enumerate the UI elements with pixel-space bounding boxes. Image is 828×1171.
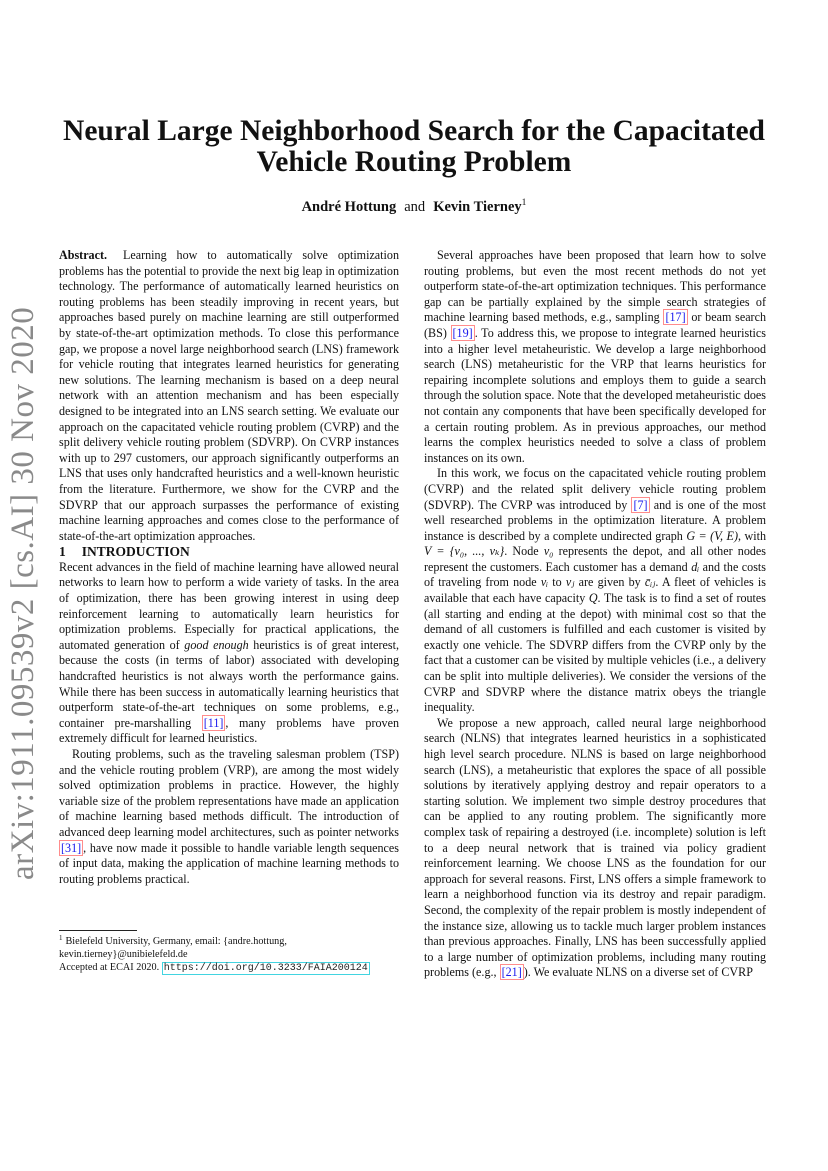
- body-text: , have now made it possible to handle variable length sequences of input data, making the application of machine learning methods to routing problems practical.: [59, 840, 399, 886]
- footnote-text: Bielefeld University, Germany, email: {andre.hottung, kevin.tierney}@unibielefeld.de: [59, 936, 287, 960]
- right-paragraph-1: [424, 248, 766, 466]
- citation-link[interactable]: [21]: [501, 965, 522, 980]
- section-title: INTRODUCTION: [81, 544, 190, 560]
- body-text: and the costs of traveling from node: [424, 559, 766, 590]
- body-text: heuristics is of great interest, because the costs (in terms of labor) associated with developing handcrafted heuristics is not always worth the performance gains. While there has been success in automatically learning heuristics that outperform state-of-the-art techniques on some problems, e.g., container pre-marshalling: [59, 637, 399, 730]
- right-paragraph-2: [424, 466, 766, 716]
- right-column: [424, 248, 766, 981]
- math-inline: vⱼ: [565, 575, 575, 590]
- right-paragraph-3: [424, 716, 766, 981]
- author-conjunction: and: [404, 199, 426, 215]
- citation-link[interactable]: [31]: [61, 840, 82, 855]
- arxiv-identifier-stamp: arXiv:1911.09539v2 [cs.AI] 30 Nov 2020: [5, 306, 41, 880]
- abstract-text: Learning how to automatically solve optimization problems has the potential to provide the next big leap in optimization technology. The performance of automatically learned heuristics on routing problems has been steadily improving in recent years, but approaches based purely on machine learning are still outperformed by state-of-the-art optimization methods. To close this performance gap, we propose a novel large neighborhood search (LNS) framework for vehicle routing that integrates learned heuristics for generating new solutions. The learning mechanism is based on a deep neural network with an attention mechanism and has been especially designed to be integrated into an LNS search setting. We evaluate our approach on the capacitated vehicle routing problem (CVRP) and the split delivery vehicle routing problem (SDVRP). On CVRP instances with up to 297 customers, our approach significantly outperforms an LNS that uses only handcrafted heuristics and a well-known heuristic from the literature. Furthermore, we show for the CVRP and the SDVRP that our approach surpasses the performance of existing machine learning approaches and comes close to the performance of state-of-the-art optimization approaches.: [59, 248, 399, 543]
- body-text: . The task is to find a set of routes (all starting and ending at the depot) with minimal cost so that the demand of all customers is fulfilled and each customer is visited by exactly one vehicle. The SDVRP differs from the CVRP only by the fact that a customer can be visited by multiple vehicles (i.e., a delivery can be split into multiple deliveries). We consider the versions of the CVRP and SDVRP where the distance matrix obeys the triangle inequality.: [424, 591, 766, 715]
- math-inline: dᵢ: [691, 559, 700, 574]
- body-text: are given by: [574, 575, 645, 590]
- doi-link[interactable]: https://doi.org/10.3233/FAIA200124: [163, 963, 368, 974]
- body-text: and is one of the most well researched problems in the optimization literature. A problem instance is described by a complete undirected graph: [424, 497, 766, 543]
- body-text: represents the depot, and all other nodes represent the customers. Each customer has a demand: [424, 544, 766, 574]
- body-text: , with: [737, 528, 766, 543]
- math-inline: G = (V, E): [686, 528, 738, 543]
- paper-title: [40, 116, 788, 178]
- left-column: [59, 248, 399, 887]
- section-heading-introduction: [59, 544, 399, 560]
- citation-link[interactable]: [19]: [452, 325, 473, 340]
- body-text: to: [548, 575, 566, 590]
- citation-link[interactable]: [7]: [633, 497, 648, 512]
- footnote-mark: 1: [59, 933, 63, 942]
- body-text: In this work, we focus on the capacitated vehicle routing problem (CVRP) and the related split delivery vehicle routing problem (SDVRP). The CVRP was introduced by: [424, 466, 766, 512]
- author-line: [40, 199, 788, 216]
- intro-paragraph-2: [59, 747, 399, 887]
- intro-paragraph-1: [59, 560, 399, 747]
- body-text: Routing problems, such as the traveling salesman problem (TSP) and the vehicle routing problem (VRP), are among the most widely solved optimization problems in practice. However, the highly variable size of the problem representations have made an application of machine learning based methods difficult. The introduction of advanced deep learning model architectures, such as pointer networks: [59, 747, 399, 839]
- affiliation-mark: 1: [521, 198, 527, 209]
- body-text: , many problems have proven extremely difficult for learned heuristics.: [59, 715, 399, 746]
- body-text: or beam search (BS): [424, 310, 766, 340]
- title-line-1: Neural Large Neighborhood Search for the Capacitated: [63, 115, 765, 147]
- math-inline: Q: [588, 591, 598, 606]
- body-text: Several approaches have been proposed that learn how to solve routing problems, but even the most recent methods do not yet outperform state-of-the-art optimization techniques. This performance gap can be partially explained by the simple search strategies of machine learning based methods, e.g., sampling: [424, 248, 766, 325]
- abstract-heading: Abstract.: [59, 248, 108, 262]
- author-name: André Hottung: [301, 199, 397, 215]
- emphasis-text: good enough: [184, 637, 249, 652]
- body-text: . Node: [504, 544, 544, 559]
- citation-link[interactable]: [11]: [203, 715, 224, 730]
- body-text: . A fleet of vehicles is available that each have capacity: [424, 575, 766, 606]
- section-number: 1: [59, 544, 66, 560]
- footnote-rule: [59, 930, 137, 931]
- body-text: We propose a new approach, called neural large neighborhood search (NLNS) that integrates learned heuristics in a sophisticated high level search procedure. NLNS is based on large neighborhood search (LNS), a metaheuristic that explores the space of all possible solutions by iteratively applying destroy and repair operators to a starting solution. We implement two simple destroy procedures that can be applied to any routing problem. The significantly more complex task of repairing a destroyed (i.e. incomplete) solution is left to a deep neural network that is trained via policy gradient reinforcement learning. We choose LNS as the foundation for our approach for several reasons. First, LNS offers a simple framework to learn a neighborhood function via its destroy and repair paradigm. Second, the complexity of the repair problem is mostly independent of the instance size, allowing us to tackle much larger problem instances than previous approaches. Finally, LNS has been successfully applied to a large number of optimization problems, including many routing problems (e.g.,: [424, 715, 766, 980]
- math-inline: vᵢ: [540, 575, 549, 590]
- citation-link[interactable]: [17]: [665, 310, 686, 325]
- math-inline: V = {v₀, ..., vₖ}: [424, 544, 505, 559]
- body-text: . To address this, we propose to integrate learned heuristics into a higher level metaheuristic. We develop a large neighborhood search (LNS) metaheuristic for the VRP that learns heuristics for repairing incomplete solutions and employs them to guide a search through the solution space. Note that the developed metaheuristic does not contain any components that have been specifically developed for a certain routing problem. As in previous approaches, our method learns the complex heuristics needed to solve a class of problem instances on its own.: [424, 325, 766, 465]
- accepted-text: Accepted at ECAI 2020.: [59, 962, 162, 973]
- footnote-affiliation: [59, 935, 405, 961]
- footnote-accepted: [59, 961, 405, 975]
- body-text: ). We evaluate NLNS on a diverse set of CVRP: [523, 965, 753, 980]
- body-text: Recent advances in the field of machine learning have allowed neural networks to learn how to perform a wide variety of tasks. In the area of optimization, there has been growing interest in using deep reinforcement learning to automatically learn heuristics for optimization problems. Especially for practical applications, the automated generation of: [59, 559, 399, 652]
- footnote: [59, 935, 405, 975]
- author-name: Kevin Tierney: [433, 199, 522, 215]
- math-inline: v₀: [543, 544, 554, 559]
- abstract-paragraph: [59, 248, 399, 544]
- math-inline: c̄ᵢⱼ: [644, 575, 656, 590]
- title-line-2: Vehicle Routing Problem: [256, 146, 572, 178]
